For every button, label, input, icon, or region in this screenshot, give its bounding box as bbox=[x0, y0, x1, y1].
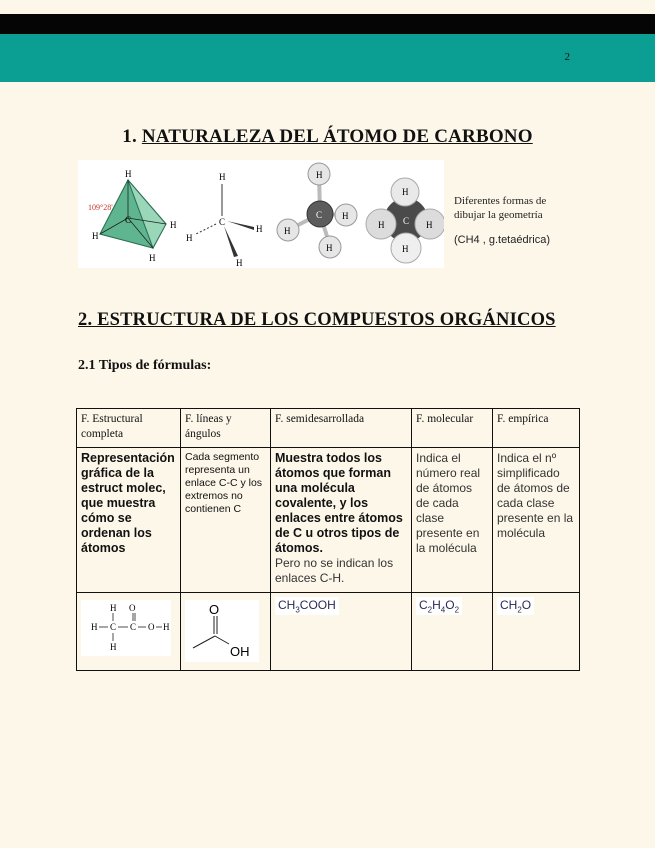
atom-h-label: H bbox=[316, 170, 323, 180]
atom-c-label: C bbox=[316, 210, 323, 220]
header-cell: F. Estructural completa bbox=[77, 409, 181, 448]
example-cell bbox=[412, 593, 493, 671]
methane-drawings bbox=[78, 160, 444, 268]
svg-text:O: O bbox=[209, 602, 220, 617]
atom-h-label: H bbox=[342, 211, 349, 221]
empirica-description: Indica el nº simplificado de átomos de cada clase presente en la molécula bbox=[497, 451, 574, 540]
bond-angle-label: 109°28' bbox=[88, 203, 113, 212]
atom-h-label: H bbox=[170, 220, 177, 230]
atom-h-label: H bbox=[256, 224, 263, 234]
molecular-formula: $C_2H_4O_2$ bbox=[416, 597, 462, 615]
svg-text:C: C bbox=[130, 622, 137, 632]
semi-description-plain: Pero no se indican los enlaces C-H. bbox=[275, 556, 394, 585]
svg-text:OH: OH bbox=[230, 644, 250, 659]
atom-c-label: C bbox=[219, 217, 226, 227]
description-cell bbox=[493, 448, 580, 593]
table-header-row bbox=[77, 409, 580, 448]
structural-formula-acetic-acid bbox=[81, 600, 171, 656]
page-number: 2 bbox=[564, 51, 570, 63]
atom-h-label: H bbox=[92, 231, 99, 241]
subsection-heading: 2.1 Tipos de fórmulas: bbox=[78, 358, 212, 373]
header-cell: F. líneas y ángulos bbox=[181, 409, 271, 448]
svg-text:H: H bbox=[91, 622, 98, 632]
description-cell bbox=[77, 448, 181, 593]
caption-line: dibujar la geometría bbox=[454, 209, 543, 221]
formula-types-table bbox=[76, 408, 580, 671]
description-cell bbox=[412, 448, 493, 593]
atom-h-label: H bbox=[402, 244, 409, 254]
empirical-formula: $CH_2O$ bbox=[497, 597, 534, 615]
atom-h-label: H bbox=[326, 243, 333, 253]
wedge-dash-drawing bbox=[186, 172, 263, 268]
ball-and-stick-drawing bbox=[277, 163, 357, 258]
example-cell bbox=[181, 593, 271, 671]
caption-line: Diferentes formas de bbox=[454, 195, 547, 207]
figure-caption-formula: (CH4 , g.tetaédrica) bbox=[454, 234, 550, 246]
lineas-description: Cada segmento representa un enlace C-C y los extremos no contienen C bbox=[185, 451, 263, 515]
atom-h-label: H bbox=[125, 169, 132, 179]
molecular-description: Indica el número real de átomos de cada clase presente en la molécula bbox=[416, 451, 481, 555]
example-cell bbox=[77, 593, 181, 671]
atom-c-label: C bbox=[125, 215, 132, 225]
table-row bbox=[77, 593, 580, 671]
atom-h-label: H bbox=[149, 253, 156, 263]
semidesarrollada-formula: $CH_3COOH$ bbox=[275, 597, 339, 615]
section-1-heading bbox=[0, 126, 655, 148]
description-cell bbox=[181, 448, 271, 593]
header-cell: F. semidesarrollada bbox=[271, 409, 412, 448]
atom-h-label: H bbox=[284, 226, 291, 236]
top-black-bar bbox=[0, 14, 655, 34]
example-cell bbox=[271, 593, 412, 671]
svg-text:C: C bbox=[110, 622, 117, 632]
atom-h-label: H bbox=[402, 187, 409, 197]
atom-h-label: H bbox=[186, 233, 193, 243]
estructural-description: Representación gráfica de la estruct molec, que muestra cómo se ordenan los átomos bbox=[81, 451, 175, 555]
svg-text:H: H bbox=[163, 622, 170, 632]
section-2-heading: 2. ESTRUCTURA DE LOS COMPUESTOS ORGÁNICOS bbox=[78, 310, 556, 330]
atom-h-label: H bbox=[426, 220, 433, 230]
svg-text:O: O bbox=[148, 622, 155, 632]
space-filling-drawing bbox=[366, 178, 444, 263]
header-cell: F. empírica bbox=[493, 409, 580, 448]
atom-h-label: H bbox=[236, 258, 243, 268]
section-1-title: NATURALEZA DEL ÁTOMO DE CARBONO bbox=[141, 126, 533, 147]
methane-geometry-figure bbox=[78, 160, 444, 268]
section-1-number: 1. bbox=[122, 126, 137, 147]
figure-caption bbox=[454, 194, 546, 222]
atom-c-label: C bbox=[403, 216, 410, 226]
svg-text:O: O bbox=[129, 603, 136, 613]
description-cell bbox=[271, 448, 412, 593]
example-cell bbox=[493, 593, 580, 671]
semi-description-bold: Muestra todos los átomos que forman una molécula covalente, y los enlaces entre átomos de C u otros tipos de átomos. bbox=[275, 451, 403, 555]
header-cell: F. molecular bbox=[412, 409, 493, 448]
skeletal-formula-acetic-acid bbox=[185, 600, 259, 662]
svg-text:H: H bbox=[110, 642, 117, 652]
atom-h-label: H bbox=[219, 172, 226, 182]
atom-h-label: H bbox=[378, 220, 385, 230]
table-row bbox=[77, 448, 580, 593]
svg-text:H: H bbox=[110, 603, 117, 613]
tetrahedron-drawing bbox=[88, 169, 177, 263]
header-band bbox=[0, 34, 655, 82]
